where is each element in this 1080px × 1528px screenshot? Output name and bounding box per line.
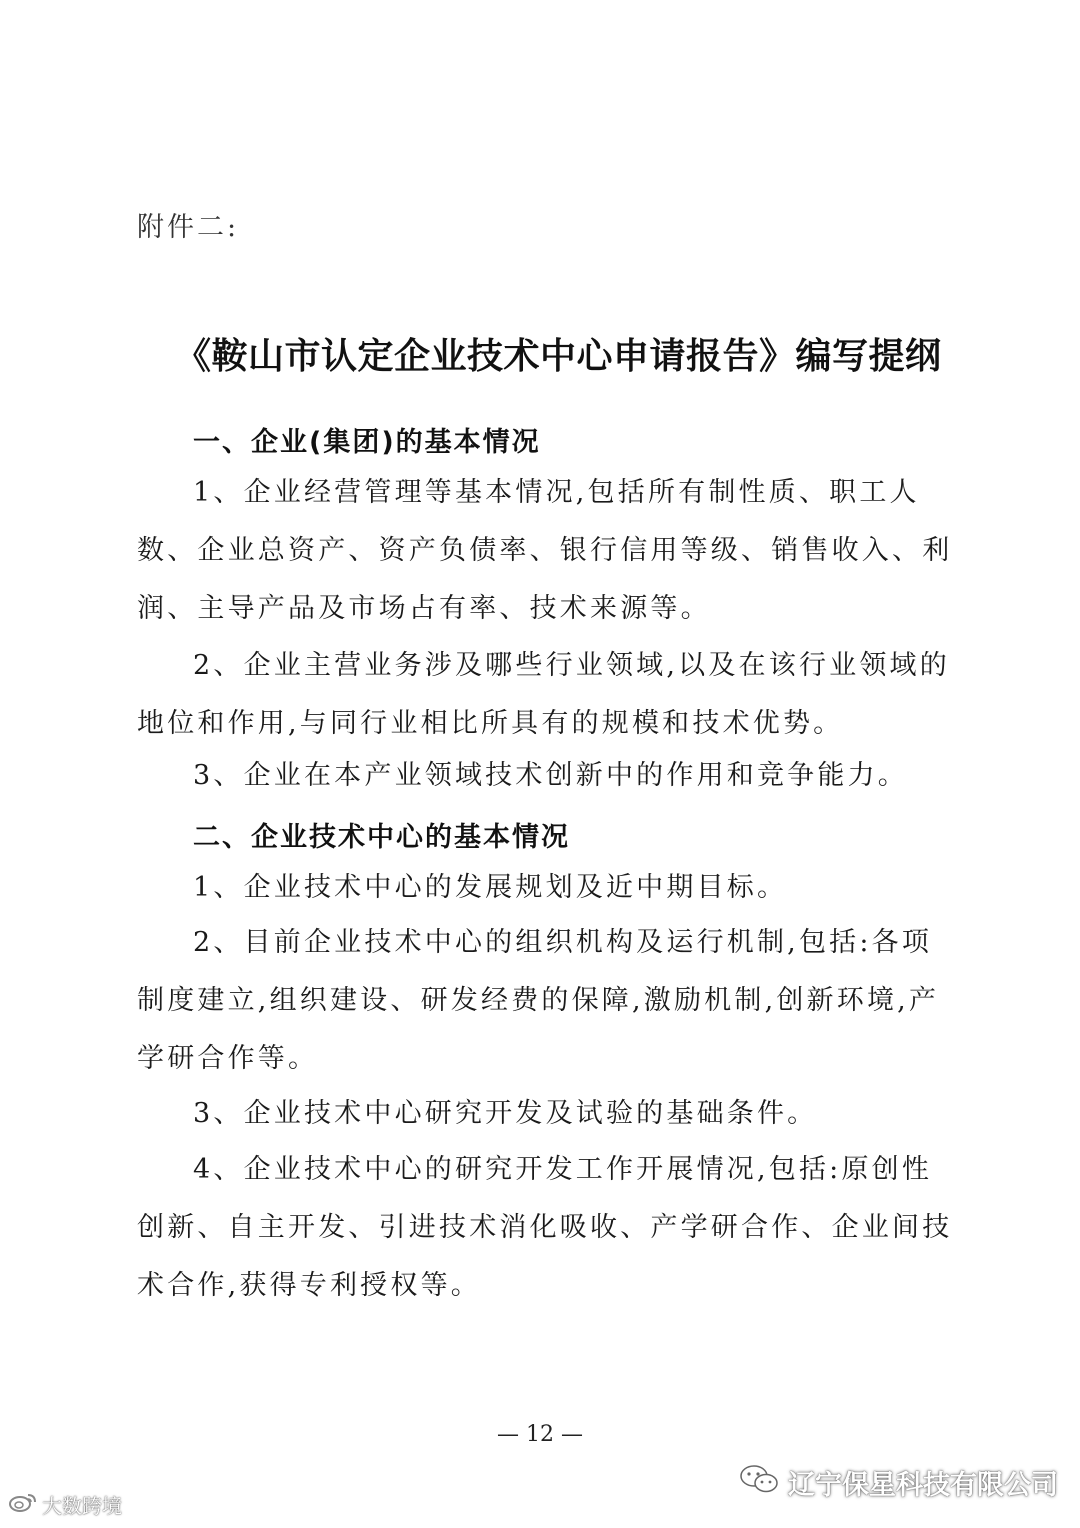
wechat-icon (738, 1462, 780, 1503)
watermark-left (8, 1490, 122, 1519)
attachment-label: 附件二: (137, 212, 240, 243)
paragraph-2-2: 2、目前企业技术中心的组织机构及运行机制,包括:各项制度建立,组织建设、研发经费的保障,激励机制,创新环境,产学研合作等。 (137, 927, 940, 1074)
paragraph-2-1: 1、企业技术中心的发展规划及近中期目标。 (193, 872, 788, 903)
page-number: — 12 — (497, 1422, 583, 1447)
paragraph-1-2: 2、企业主营业务涉及哪些行业领域,以及在该行业领域的地位和作用,与同行业相比所具有的规模和技术优势。 (137, 650, 950, 739)
section-heading-1: 一、企业(集团)的基本情况 (193, 427, 541, 458)
document-title: 《鞍山市认定企业技术中心申请报告》编写提纲 (175, 336, 942, 377)
paragraph-2-3: 3、企业技术中心研究开发及试验的基础条件。 (193, 1098, 818, 1129)
watermark-left-text: 大数跨境 (42, 1494, 122, 1518)
weibo-logo-icon (8, 1491, 38, 1518)
paragraph-2-4: 4、企业技术中心的研究开发工作开展情况,包括:原创性创新、自主开发、引进技术消化吸收、产学研合作、企业间技术合作,获得专利授权等。 (137, 1154, 953, 1301)
watermark-right-text: 辽宁保星科技有限公司 (788, 1470, 1058, 1501)
paragraph-1-1: 1、企业经营管理等基本情况,包括所有制性质、职工人数、企业总资产、资产负债率、银行信用等级、销售收入、利润、主导产品及市场占有率、技术来源等。 (137, 477, 953, 624)
watermark-right (738, 1462, 1058, 1503)
paragraph-1-3: 3、企业在本产业领域技术创新中的作用和竞争能力。 (193, 760, 908, 791)
section-heading-2: 二、企业技术中心的基本情况 (193, 822, 570, 853)
